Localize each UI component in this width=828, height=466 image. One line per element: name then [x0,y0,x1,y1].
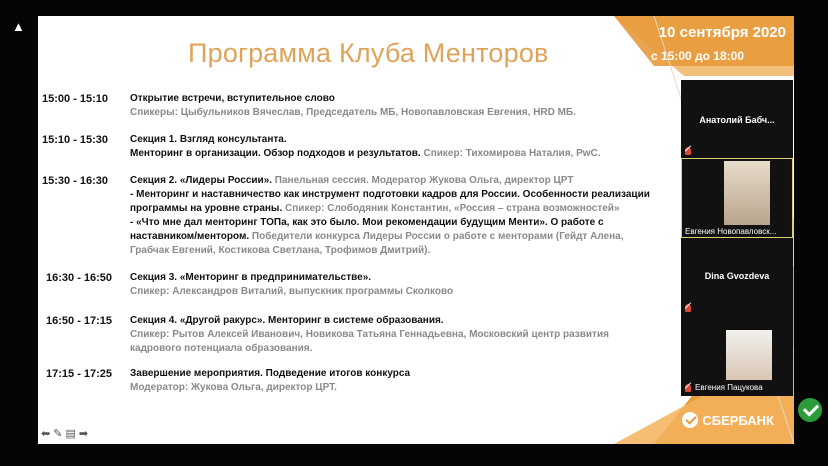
slide-title: Программа Клуба Менторов [188,38,549,68]
agenda-line [130,174,650,188]
participant-tile-active[interactable] [681,158,793,238]
sber-logo-icon [798,398,822,422]
microphone-muted-icon [685,384,691,392]
agenda-line [130,188,650,202]
agenda-time: 15:30 - 16:30 [42,175,109,187]
agenda-time: 15:00 - 15:10 [42,93,109,105]
participant-video [724,161,770,225]
agenda-description [130,174,650,258]
brand-logo [682,412,774,428]
agenda-text: Секция 1. Взгляд консультанта. [130,134,287,145]
agenda-line [130,328,609,342]
event-date: 10 сентября 2020 [658,24,786,41]
agenda-speaker-text: Грабчак Евгений, Костикова Светлана, Трофимов Дмитрий). [130,245,431,256]
agenda-line [130,244,650,258]
agenda-text: Секция 4. «Другой ракурс». Менторинг в системе образования. [130,315,444,326]
agenda-line [130,271,453,285]
agenda-description [130,314,609,356]
agenda-line [130,216,650,230]
sber-logo-icon [682,412,698,428]
agenda-time: 16:50 - 17:15 [46,315,113,327]
agenda-text: Завершение мероприятия. Подведение итогов конкурса [130,368,411,379]
agenda-description [130,367,410,395]
brand-name: СБЕРБАНК [702,412,774,428]
agenda-text: - «Что мне дал менторинг ТОПа, как это было. Мои рекомендации будущим Менти». О работе с [130,217,604,228]
agenda-line [130,342,609,356]
agenda-text: программы на уровне страны. [130,203,283,214]
agenda-text: Открытие встречи, вступительное слово [130,93,335,104]
agenda-line [130,314,609,328]
agenda-description [130,271,453,299]
agenda-time: 16:30 - 16:50 [46,272,113,284]
participant-label: Евгения Пацукова [695,383,763,392]
agenda-line [130,106,576,120]
participant-tile[interactable] [681,80,793,158]
agenda-speaker-text: Спикеры: Цыбульников Вячеслав, Председатель МБ, Новопавловская Евгения, HRD МБ. [130,107,576,118]
agenda-line [130,133,601,147]
microphone-muted-icon [685,304,691,312]
agenda-line [130,147,601,161]
participant-name: Анатолий Бабч... [699,115,775,125]
agenda-description [130,133,601,161]
slides-icon[interactable]: ▤ [65,428,76,440]
event-time: с 15:00 до 18:00 [650,49,744,63]
agenda-speaker-text: Спикер: Тихомирова Наталия, PwC. [420,148,601,159]
agenda-line [130,381,410,395]
mouse-pointer-icon: ▲ [12,19,25,34]
agenda-speaker-text: Модератор: Жукова Ольга, директор ЦРТ. [130,382,337,393]
agenda-speaker-text: кадрового потенциала образования. [130,343,313,354]
agenda-description [130,92,576,120]
participant-video [726,330,772,380]
participant-name: Dina Gvozdeva [704,271,770,281]
agenda-time: 15:10 - 15:30 [42,134,109,146]
participant-label: Евгения Новопавловск... [685,227,777,236]
agenda-line [130,285,453,299]
slide-navigation [41,427,88,440]
participant-tile[interactable] [681,316,793,396]
agenda-text: Менторинг в организации. Обзор подходов и результатов. [130,148,421,159]
agenda-text: наставником/ментором. [130,231,250,242]
agenda-speaker-text: Спикер: Слободяник Константин, «Россия – страна возможностей» [282,203,620,214]
agenda-line [130,92,576,106]
agenda-line [130,367,410,381]
arrow-left-icon[interactable]: ⬅ [41,428,51,440]
agenda-text: Секция 3. «Менторинг в предпринимательстве». [130,272,372,283]
microphone-muted-icon [685,147,691,155]
arrow-right-icon[interactable]: ➡ [78,428,89,440]
agenda-speaker-text: Спикер: Рытов Алексей Иванович, Новикова Татьяна Геннадьевна, Московский центр развития [130,329,609,340]
pen-icon[interactable]: ✎ [53,428,63,440]
agenda-text: - Менторинг и наставничество как инструмент подготовки кадров для России. Особенности реализации [130,189,650,200]
agenda-time: 17:15 - 17:25 [46,368,113,380]
agenda-speaker-text: Панельная сессия. Модератор Жукова Ольга, директор ЦРТ [272,175,574,186]
participant-tile[interactable] [681,238,793,316]
agenda-text: Секция 2. «Лидеры России». [130,175,273,186]
agenda-speaker-text: Победители конкурса Лидеры России о работе с менторами (Гейдт Алена, [249,231,624,242]
agenda-line [130,230,650,244]
agenda-line [130,202,650,216]
agenda-speaker-text: Спикер: Александров Виталий, выпускник программы Сколково [130,286,454,297]
